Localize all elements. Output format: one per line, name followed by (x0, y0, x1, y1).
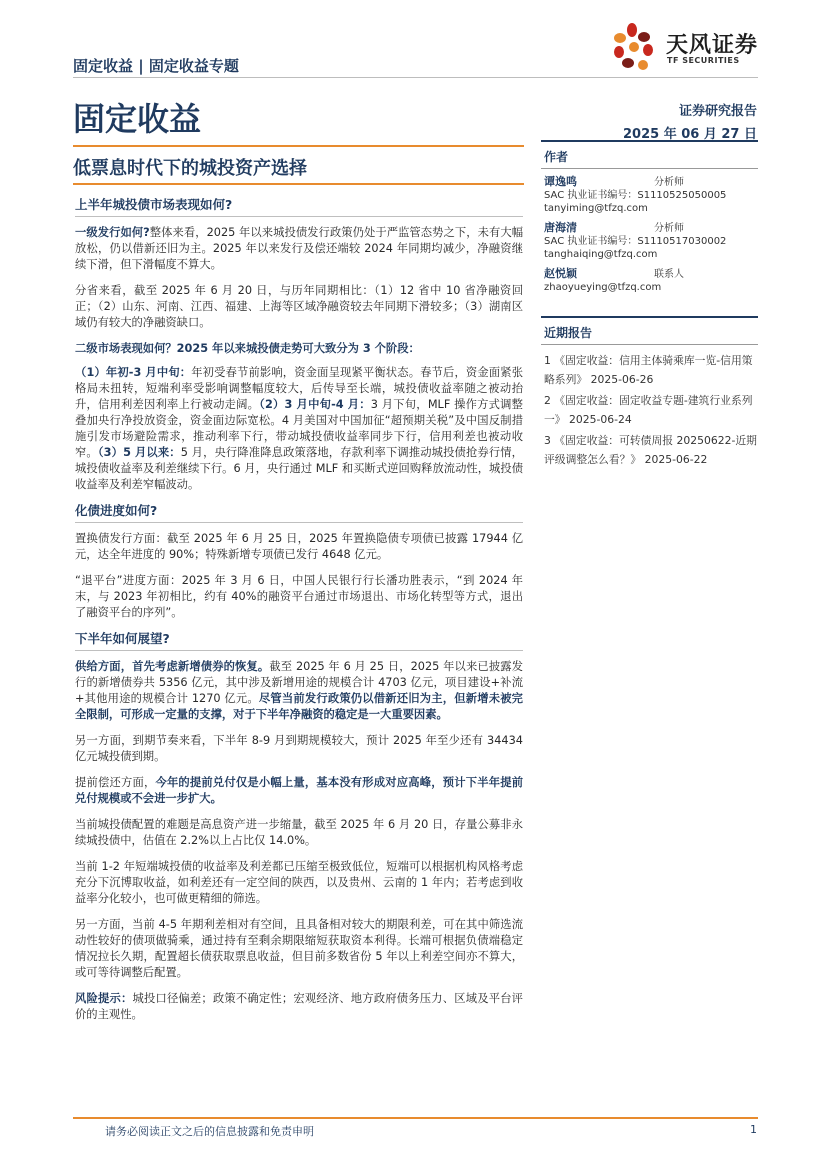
title-divider-top (73, 145, 524, 147)
company-logo (610, 22, 770, 74)
author-role: 联系人 (654, 269, 684, 280)
paragraph-text: 5 月，央行降准降息政策落地，存款利率下调推动城投债抢券行情，城投债收益率及利差继续下行。6 月，央行通过 MLF 和买断式逆回购释放流动性，城投债收益率及利差窄幅波动。 (75, 446, 523, 491)
author-email[interactable]: zhaoyueying@tfzq.com (544, 282, 662, 293)
author-name: 唐海清 (544, 221, 577, 234)
logo-english-text: TF SECURITIES (667, 56, 740, 65)
paragraph-lead: （1）年初-3 月中旬： (75, 366, 192, 379)
logo-chinese-text: 天风证券 (666, 33, 759, 58)
logo-mark-icon (610, 22, 666, 74)
paragraph-emphasis: 今年的提前兑付仅是小幅上量，基本没有形成对应高峰，预计下半年提前兑付规模或不会进一步扩大。 (75, 776, 523, 805)
paragraph-text: 城投口径偏差；政策不确定性；宏观经济、地方政府债务压力、区域及平台评价的主观性。 (75, 992, 523, 1021)
paragraph-text: 整体来看，2025 年以来城投债发行政策仍处于严监管态势之下，未有大幅放松，仍以借新还旧为主。2025 年以来发行及偿还端较 2024 年同期均减少，净融资继续下滑，但下滑幅度不算大。 (75, 226, 523, 271)
paragraph-lead: 供给方面，首先考虑新增债券的恢复。 (75, 660, 270, 673)
page-number: 1 (750, 1123, 757, 1136)
paragraph-lead: （2）3 月中旬-4 月： (259, 398, 371, 411)
author-cert: SAC 执业证书编号：S1110525050005 (544, 190, 727, 201)
section-heading: 化债进度如何? (75, 503, 523, 523)
sidebar (541, 140, 758, 471)
paragraph: 分省来看，截至 2025 年 6 月 20 日，与历年同期相比：（1）12 省中 10 省净融资回正；（2）山东、河南、江西、福建、上海等区域净融资较去年同期下滑较多；（3）湖南区域仍有较大的净融资缺口。 (75, 284, 523, 329)
recent-report-item[interactable]: 1 《固定收益：信用主体骑乘库一览-信用策略系列》 2025-06-26 (544, 354, 753, 386)
author-name: 赵悦颖 (544, 267, 577, 280)
paragraph (75, 225, 523, 273)
paragraph-lead: （3）5 月以来： (97, 446, 181, 459)
author-email[interactable]: tanyiming@tfzq.com (544, 203, 648, 214)
paragraph-text: 年初受春节前影响，资金面呈现紧平衡状态。春节后，资金面紧张格局未扭转，短端利率受影响调整幅度较大，后传导至长端，城投债收益率随之被动抬升，信用利差因利率上行被动走阔。 (75, 366, 523, 411)
subsection-heading: 二级市场表现如何？2025 年以来城投债走势可大致分为 3 个阶段： (75, 342, 420, 355)
paragraph-lead: 风险提示： (75, 992, 133, 1005)
author-role: 分析师 (654, 177, 684, 188)
recent-reports-heading: 近期报告 (541, 316, 758, 345)
paragraph: 另一方面，到期节奏来看，下半年 8-9 月到期规模较大，预计 2025 年至少还有 34434 亿元城投债到期。 (75, 734, 523, 763)
paragraph (75, 775, 523, 807)
recent-report-item[interactable]: 2 《固定收益：固定收益专题-建筑行业系列一》 2025-06-24 (544, 394, 753, 426)
paragraph: 当前城投债配置的难题是高息资产进一步缩量，截至 2025 年 6 月 20 日，存量公募非永续城投债中，估值在 2.2%以上占比仅 14.0%。 (75, 818, 523, 847)
title-divider-bottom (73, 183, 524, 185)
author-role: 分析师 (654, 223, 684, 234)
author-entry (541, 261, 758, 316)
paragraph (75, 659, 523, 723)
document-category: 固定收益 | 固定收益专题 (73, 57, 239, 75)
paragraph-text: 截至 2025 年 6 月 25 日，2025 年以来已披露发行的新增债券共 5356 亿元，其中涉及新增用途的规模合计 4703 亿元，项目建设+补流+其他用途的规模合计 1270 亿元。 (75, 660, 523, 705)
paragraph: 置换债发行方面：截至 2025 年 6 月 25 日，2025 年置换隐债专项债已披露 17944 亿元，达全年进度的 90%；特殊新增专项债已发行 4648 亿元。 (75, 532, 523, 561)
footer-disclaimer: 请务必阅读正文之后的信息披露和免责申明 (105, 1125, 314, 1138)
risk-warning (75, 991, 523, 1023)
paragraph: 另一方面，当前 4-5 年期利差相对有空间，且具备相对较大的期限利差，可在其中筛选流动性较好的债项做骑乘，通过持有至剩余期限缩短获取资本利得。长端可根据负债端稳定情况拉长久期，配置超长债获取票息收益，但目前多数省份 5 年以上利差空间亦不算大，或可等待调整后配置。 (75, 918, 523, 979)
section-heading: 下半年如何展望? (75, 631, 523, 651)
author-entry (541, 169, 758, 215)
paragraph: 当前 1-2 年短端城投债的收益率及利差都已压缩至极致低位，短端可以根据机构风格考虑充分下沉博取收益，如利差还有一定空间的陕西，以及贵州、云南的 1 年内；若考虑到收益率分化较小，也可做更精细的筛选。 (75, 860, 523, 905)
report-type: 证券研究报告 (678, 104, 757, 119)
main-content (75, 197, 523, 1033)
section-heading: 上半年城投债市场表现如何? (75, 197, 523, 217)
paragraph: “退平台”进度方面：2025 年 3 月 6 日，中国人民银行行长潘功胜表示，“到 2024 年末，与 2023 年初相比，约有 40%的融资平台通过市场退出、市场化转型等方式，退出了融资平台的序列”。 (75, 574, 523, 619)
author-name: 谭逸鸣 (544, 175, 577, 188)
paragraph-lead: 一级发行如何? (75, 226, 150, 239)
recent-reports-list (541, 345, 758, 469)
page-title: 固定收益 (73, 100, 202, 138)
author-entry (541, 215, 758, 261)
author-cert: SAC 执业证书编号：S1110517030002 (544, 236, 727, 247)
report-date: 2025 年 06 月 27 日 (623, 127, 757, 142)
paragraph (75, 365, 523, 493)
paragraph-emphasis: 尽管当前发行政策仍以借新还旧为主，但新增未被完全限制，可形成一定量的支撑，对于下半年净融资的稳定是一大重要因素。 (75, 692, 523, 721)
report-subtitle: 低票息时代下的城投资产选择 (73, 158, 307, 179)
author-email[interactable]: tanghaiqing@tfzq.com (544, 249, 658, 260)
paragraph-text: 提前偿还方面， (75, 776, 156, 789)
footer-divider (73, 1117, 758, 1119)
paragraph-text: 3 月下旬，MLF 操作方式调整叠加央行净投放资金，资金面边际宽松。4 月美国对中国加征“超预期关税”及中国反制措施引发市场避险需求，推动利率下行，带动城投债收益率同步下行，信用利差也被动收窄。 (75, 398, 523, 459)
authors-heading: 作者 (541, 140, 758, 169)
header-divider (73, 77, 758, 78)
recent-report-item[interactable]: 3 《固定收益：可转债周报 20250622-近期评级调整怎么看？》 2025-06-22 (544, 434, 757, 466)
